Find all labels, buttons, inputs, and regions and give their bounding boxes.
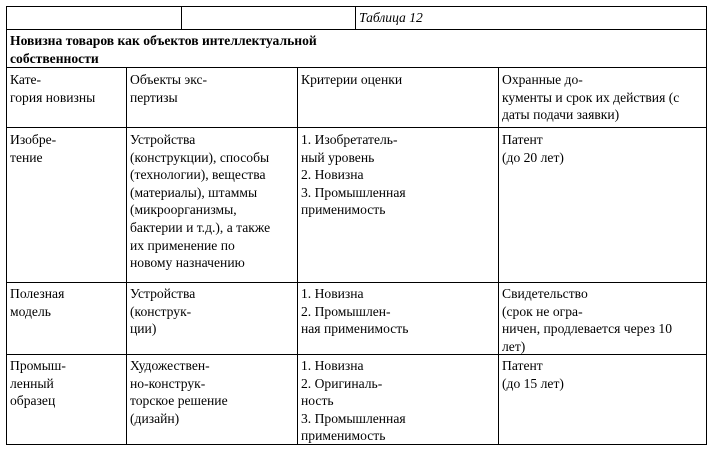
header-line: кументы и срок их действия (с [502,89,680,105]
cell-line: Устройства [130,132,196,147]
table-title [10,32,317,67]
cell-line: новому назначению [130,255,245,271]
cell-line: (до 20 лет) [502,149,564,165]
cell-line: ный уровень [301,149,375,165]
cell-line: (конструк- [130,303,192,319]
cell-line: торское решение [130,393,228,409]
rule-row-1 [6,282,707,283]
header-category [10,71,124,106]
cell-line: бактерии и т.д.), а также [130,219,271,235]
row-invention-objects [130,131,295,272]
row-utility-model-documents [502,285,706,355]
cell-line: 2. Промышлен- [301,303,391,319]
rule-top [6,6,707,7]
row-industrial-design-documents [502,357,706,392]
cell-line: 2. Оригиналь- [301,375,383,391]
header-documents [502,71,706,124]
rule-label-left [181,6,182,30]
cell-line: Устройства [130,286,196,301]
row-invention-category [10,131,124,166]
cell-line: 2. Новизна [301,167,364,183]
cell-line: Художествен- [130,358,210,373]
cell-line: (микроорганизмы, [130,202,237,218]
cell-line: Свидетельство [502,286,588,301]
row-utility-model-criteria [301,285,496,338]
cell-line: но-конструк- [130,375,206,391]
rule-label-right [355,6,356,30]
cell-line: модель [10,303,51,319]
header-line: Объекты экс- [130,72,208,87]
cell-line: (конструкции), способы [130,149,270,165]
row-utility-model-objects [130,285,295,338]
header-line: Охранные до- [502,72,583,87]
cell-line: ничен, продлевается через 10 [502,321,673,337]
row-industrial-design-criteria [301,357,496,445]
cell-line: ность [301,393,334,409]
cell-line: (технологии), вещества [130,167,266,183]
cell-line: (материалы), штаммы [130,184,258,200]
header-line: Кате- [10,72,42,87]
cell-line: 1. Новизна [301,358,364,373]
cell-line: их применение по [130,237,235,253]
cell-line: (срок не огра- [502,303,583,319]
rule-right [706,6,707,445]
rule-col-1 [126,67,127,445]
table-title-line: Новизна товаров как объектов интеллектуальной [10,33,317,48]
cell-line: (дизайн) [130,410,180,426]
header-objects [130,71,295,106]
cell-line: применимость [301,202,386,218]
cell-line: Изобре- [10,132,57,147]
cell-line: ции) [130,321,157,337]
cell-line: 1. Изобретатель- [301,132,398,147]
table-label: Таблица 12 [359,10,423,25]
rule-label [6,29,707,30]
header-criteria [301,71,496,89]
rule-left [6,6,7,445]
cell-line: лет) [502,338,526,354]
row-utility-model-category [10,285,124,320]
row-industrial-design-objects [130,357,295,427]
cell-line: (до 15 лет) [502,375,564,391]
header-line: даты подачи заявки) [502,107,620,123]
header-line: Критерии оценки [301,72,403,87]
rule-col-3 [498,67,499,445]
cell-line: 3. Промышленная [301,410,406,426]
row-industrial-design-category [10,357,124,410]
cell-line: применимость [301,428,386,444]
row-invention-documents [502,131,706,166]
rule-col-2 [297,67,298,445]
cell-line: Патент [502,358,543,373]
cell-line: Патент [502,132,543,147]
header-line: пертизы [130,89,178,105]
cell-line: ная применимость [301,321,409,337]
cell-line: Промыш- [10,358,66,373]
cell-line: ленный [10,375,54,391]
row-invention-criteria [301,131,496,219]
cell-line: тение [10,149,43,165]
cell-line: Полезная [10,286,65,301]
cell-line: 1. Новизна [301,286,364,301]
header-line: гория новизны [10,89,96,105]
cell-line: 3. Промышленная [301,184,406,200]
table-title-line: собственности [10,50,99,66]
cell-line: образец [10,393,56,409]
rule-header [6,127,707,128]
